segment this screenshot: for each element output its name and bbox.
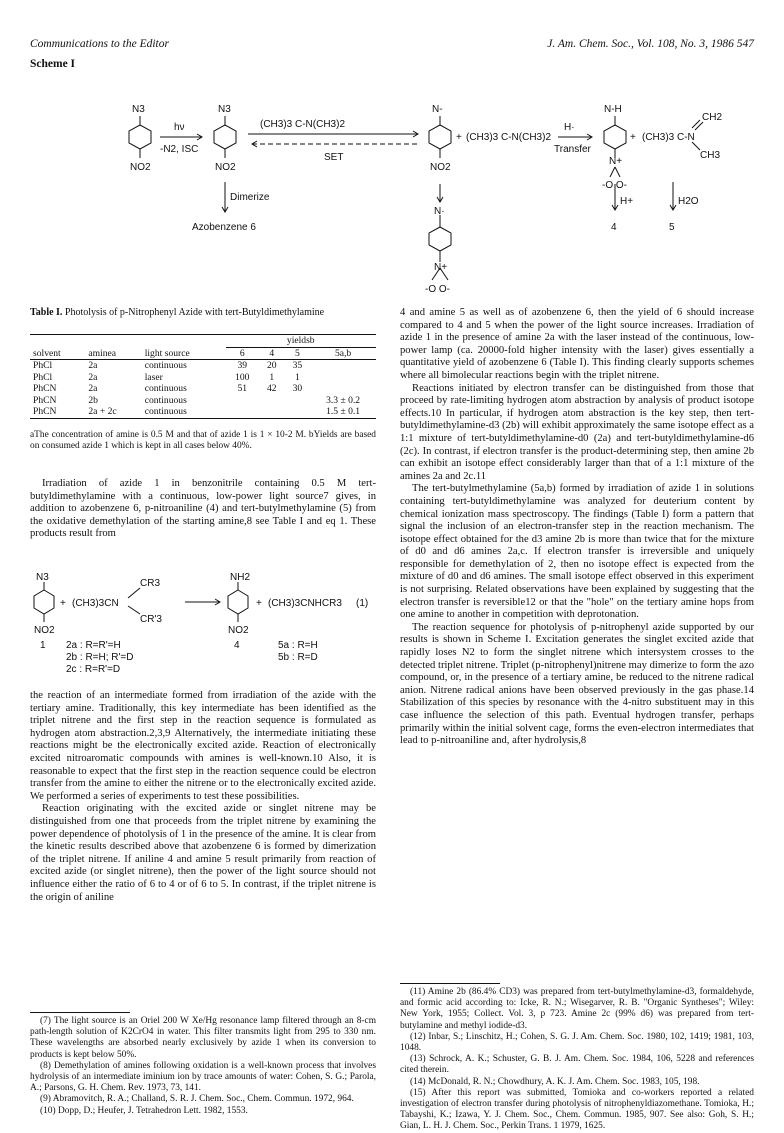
label-nh: N-H [604, 104, 622, 115]
body-column-2 [400, 307, 754, 748]
label-n3: N3 [132, 104, 145, 115]
table-row: PhCl 2a laser 100 1 1 [33, 371, 300, 383]
eq-label-1: 1 [40, 640, 46, 651]
label-n-minus: N- [432, 104, 443, 115]
label-dimerize: Dimerize [230, 192, 270, 203]
table-row: PhCl 2a continuous 39 20 35 [33, 360, 303, 372]
table-title [30, 307, 376, 319]
label-set: SET [324, 152, 344, 163]
paragraph: Reaction originating with the excited azide or singlet nitrene may be distinguished from one that proceeds from the triplet nitrene by examining the power dependence of photolysis of 1 in the presence of the amine. It is clear from the kinetic results described above that azobenzene 6 is formed by dimerization of the triplet nitrene. If aniline 4 and amine 5 result primarily from reaction of excited azide (or singlet nitrene), then the power of the light source should not influence either the ratio of 6 to 4 or of 6 to 5. In contrast, if the triplet nitrene is the origin of aniline [30, 803, 376, 903]
paragraph: Irradiation of azide 1 in benzonitrile containing 0.5 M tert-butyldimethylamine with a continuous, low-power light source7 gives, in addition to azobenzene 6, p-nitroaniline (4) and tert-butylmethylamine (5) from the oxidative demethylation of the starting amine,8 see Table I and eq 1. These products result from [30, 478, 376, 540]
eq-label-2a: 2a : R=R'=H [66, 640, 121, 651]
eq-label-2c: 2c : R=R'=D [66, 664, 121, 675]
eq-label-2b: 2b : R=H; R'=D [66, 652, 134, 663]
label-plus-2: + [630, 132, 636, 143]
label-n-plus-2: N+ [434, 262, 448, 273]
eq-no2-a: NO2 [34, 625, 55, 636]
label-h2o: H2O [678, 196, 699, 207]
label-n3-super: N3 [218, 104, 231, 115]
eq-label-5a: 5a : R=H [278, 640, 318, 651]
eq-amine: (CH3)3CN [72, 598, 119, 609]
table-group-header: yieldsb [226, 335, 376, 348]
label-ch3: CH3 [700, 150, 721, 161]
label-iminium: (CH3)3 C-N [642, 132, 695, 143]
label-isc: -N2, ISC [160, 144, 199, 155]
benzene-ring-4 [604, 125, 626, 149]
footnote: (7) The light source is an Oriel 200 W Xe/Hg resonance lamp filtered through an 8-cm path-length solution of K2CrO4 in water. This filter transmits light from 295 to 330 nm. These wavelengths are absorbed nearly exclusively by azide 1 when its conversion to products is kept below 50%. [30, 1016, 376, 1060]
label-transfer: Transfer [554, 144, 591, 155]
benzene-ring-2 [214, 125, 236, 149]
eq-no2-b: NO2 [228, 625, 249, 636]
label-radical-cation: (CH3)3 C-N(CH3)2 [466, 132, 552, 143]
benzene-ring-3 [429, 125, 451, 149]
scheme-label: Scheme I [30, 58, 76, 70]
eq-plus-1: + [60, 598, 66, 609]
benzene-ring-1 [129, 125, 151, 149]
benzene-ring-5 [429, 227, 451, 251]
footnote: (11) Amine 2b (86.4% CD3) was prepared from tert-butylmethylamine-d3, formaldehyde, and formic acid according to: Icke, R. N.; Wisegarver, R. B. "Organic Syntheses"; Wiley: New York, 1955; Collect. Vol. 3, p 723. Amine 2c (99% d6) was prepared from tert-butylamine and methyl iodide-d3. [400, 987, 754, 1031]
table-header: 4 [269, 347, 275, 359]
scheme-diagram [80, 72, 760, 297]
journal-citation: J. Am. Chem. Soc., Vol. 108, No. 3, 1986 547 [547, 38, 754, 50]
label-azobenzene: Azobenzene 6 [192, 222, 256, 233]
table-footnotes: aThe concentration of amine is 0.5 M and that of azide 1 is 1 × 10-2 M. bYields are based on consumed azide 1 which is kept in all cases below 40%. [30, 430, 376, 452]
paragraph: The reaction sequence for photolysis of p-nitrophenyl azide supported by our results is shown in Scheme I. Excitation generates the singlet excited azide that rapidly loses N2 to form the singlet nitrene which intersystem crosses to the detected triplet nitrene. Triplet (p-nitrophenyl)nitrene may dimerize to form the azo compound, or, in the presence of a tertiary amine, be reduced to the nitrene radical anion. Nitrene radical anions have been observed previously in the gas phase.14 Stabilization of this species by resonance with the 4-nitro substituent may in this case influence the selection of this path. Eventual hydrogen transfer, perhaps primarily within the initial solvent cage, forms the even-electron intermediates that lead to p-nitroaniline and, after hydrolysis,8 [400, 621, 754, 747]
label-n-dot: N· [434, 206, 445, 217]
label-no2-1: NO2 [130, 162, 151, 173]
body-column-1-bottom [30, 690, 376, 904]
footnotes-left [30, 1016, 376, 1117]
table-title-rest: Photolysis of p-Nitrophenyl Azide with tert-Butyldimethylamine [64, 307, 325, 318]
footnote: (13) Schrock, A. K.; Schuster, G. B. J. Am. Chem. Soc. 1984, 106, 5228 and references cited therein. [400, 1054, 754, 1076]
section-title: Communications to the Editor [30, 38, 169, 50]
label-no2-3: NO2 [430, 162, 451, 173]
footnote: (8) Demethylation of amines following oxidation is a well-known process that involves hydrolysis of an intermediate iminium ion by trace amounts of water: Cohen, S. G.; Parola, A.; Parsons, G. H. Chem. Rev. 1973, 73, 141. [30, 1060, 376, 1094]
footnote: (9) Abramovitch, R. A.; Challand, S. R. J. Chem. Soc., Chem. Commun. 1972, 964. [40, 1094, 354, 1105]
eq-nh2: NH2 [230, 572, 251, 583]
equation-1 [30, 570, 376, 690]
table-header: 5 [294, 347, 300, 359]
eq-n3: N3 [36, 572, 49, 583]
eq-label-5b: 5b : R=D [278, 652, 318, 663]
label-no2-2: NO2 [215, 162, 236, 173]
footnote: (14) McDonald, R. N.; Chowdhury, A. K. J. Am. Chem. Soc. 1983, 105, 198. [410, 1076, 700, 1087]
label-compound-4: 4 [611, 222, 617, 233]
label-amine: (CH3)3 C-N(CH3)2 [260, 119, 346, 130]
label-plus-1: + [456, 132, 462, 143]
table-row: PhCN 2b continuous 3.3 ± 0.2 [33, 394, 361, 406]
footnote-rule-left [30, 1012, 130, 1013]
footnote: (12) Inbar, S.; Linschitz, H.; Cohen, S. G. J. Am. Chem. Soc. 1980, 102, 1419; 1981, 103, 1048. [400, 1031, 754, 1054]
footnote: (15) After this report was submitted, Tomioka and co-workers reported a related investigation of electron transfer during photolysis of nitrophenyldiazomethane. Tomioka, H.; Tabayshi, K.; Izawa, Y. J. Chem. Soc., Chem. Commun. 1985, 907. See also: Goh, S. H.; Gian, L. H. J. Chem. Soc., Perkin Trans. 1 1979, 1625. [400, 1087, 754, 1132]
table-header: 6 [239, 347, 245, 359]
label-o-minus-2: -O O- [425, 284, 450, 295]
footnote-rule-right [400, 983, 500, 984]
table-header: aminea [88, 347, 117, 359]
paragraph: 4 and amine 5 as well as of azobenzene 6, then the yield of 6 should increase compared to 4 and 5 when the power of the light source increases. Irradiation of azide 1 in the presence of amine 2a with the laser instead of the continuous, low-power lamp (ca. 20000-fold higher intensity with the laser) gives essentially a quantitative yield of azobenzene 6 (Table I). This finding clearly supports schemes where all bimolecular reactions begin with the triplet nitrene. [400, 307, 754, 381]
footnote: (10) Dopp, D.; Heufer, J. Tetrahedron Lett. 1982, 1553. [40, 1105, 248, 1116]
label-hv: hν [174, 122, 185, 133]
table-row: PhCN 2a + 2c continuous 1.5 ± 0.1 [30, 406, 376, 418]
table-row: PhCN 2a continuous 51 42 30 [33, 383, 303, 395]
eq-cr3: CR3 [140, 578, 161, 589]
table-title-bold: Table I. [30, 307, 63, 318]
footnotes-right [400, 987, 754, 1133]
eq-plus-2: + [256, 598, 262, 609]
paragraph: The tert-butylmethylamine (5a,b) formed by irradiation of azide 1 in solutions containing tert-butyldimethylamine was analyzed for deuterium content by chemical ionization mass spectroscopy. The findings (Table I) form a pattern that signal the inclusion of an electron-transfer step in the reaction mechanism. The isotope effect obtained for the d3 amine 2b is more than twice that for the mixture of d0 and d6 amines 2a,c. If electron transfer is irreversible and uniquely responsible for demethylation of 2, then no isotope effect is expected from the mixture of d0 and d6 amines. The small isotope effect observed in this experiment is not surprising. Related observations have been explained by suggesting that the electron transfer is reversible12 or that the "hole" on the tertiary amine hops from one amine to another in competition with deprotonation. [400, 483, 754, 621]
running-header [30, 38, 754, 54]
eq-label-4: 4 [234, 640, 240, 651]
label-compound-5: 5 [669, 222, 675, 233]
label-n-plus-1: N+ [609, 156, 623, 167]
table-header: light source [144, 347, 190, 359]
table-header: solvent [33, 347, 61, 359]
paragraph: the reaction of an intermediate formed from irradiation of the azide with the tertiary amine. Traditionally, this key intermediate has been identified as the triplet nitrene and the first step in the reaction sequence is formulated as hydrogen atom abstraction.2,3,9 Alternatively, the intermediate initiating these reactions might be the electronically excited azide. Reaction of electronically excited nitroaromatic compounds with amines is well-known.10 Also, it is reasonable to expect that the first step in the reaction sequence could be electron transfer from the amine to either the nitrene or to the electronically excited azide. We performed a series of experiments to test these possibilities. [30, 690, 376, 802]
label-h-dot: H· [564, 122, 575, 133]
label-o-minus-1: -O O- [602, 180, 627, 191]
eq-cr3-prime: CR'3 [140, 614, 162, 625]
body-column-1-top [30, 478, 376, 541]
eq-product: (CH3)3CNHCR3 [268, 598, 342, 609]
label-h-plus: H+ [620, 196, 634, 207]
label-ch2: CH2 [702, 112, 723, 123]
results-table [30, 334, 376, 419]
eq-number: (1) [356, 598, 369, 609]
table-header: 5a,b [334, 347, 352, 359]
paragraph: Reactions initiated by electron transfer can be distinguished from those that proceed by rate-limiting hydrogen atom abstraction by analysis of product isotope effects.10 In particular, if hydrogen atom abstraction is the key step, then tert-butyldimethylamine-d3 (2b) will exhibit approximately the same isotope effect as a 1:1 mixture of tert-butyldimethylamine-d0 (2a) and tert-butyldimethylamine-d6 (2c). In contrast, if electron transfer is the product-determining step, then amine 2b can exhibit an isotope effect considerably larger than that of a 1:1 mixture of the amines 2a and 2c.11 [400, 382, 754, 482]
